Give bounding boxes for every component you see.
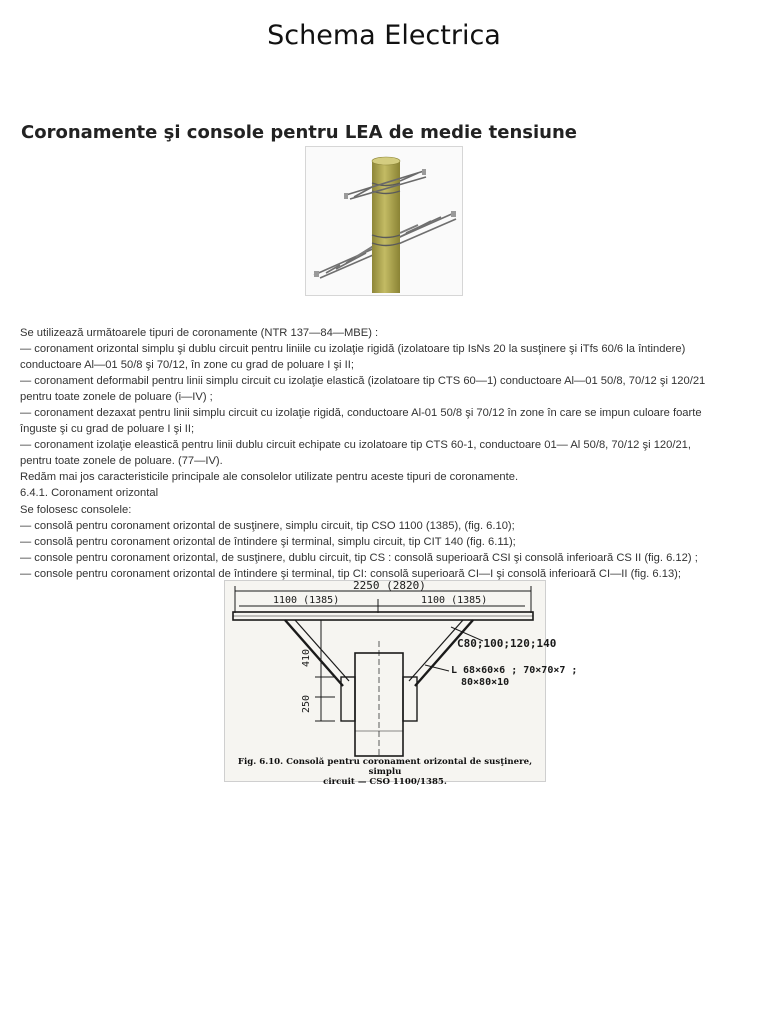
dim-410-label: 410 [301, 648, 312, 667]
article-body [20, 325, 748, 582]
hero-image [305, 146, 463, 296]
article-title: Coronamente şi console pentru LEA de medie tensiune [21, 122, 577, 143]
angle-label-2: 80×80×10 [461, 677, 510, 688]
paragraph: — coronament dezaxat pentru linii simplu circuit cu izolaţie rigidă, conductoare Al-01 50/8 şi 70/12 în zone în care se impun culoare foarte [20, 407, 702, 420]
paragraph: înguste şi cu grad de poluare I şi II; [20, 423, 195, 436]
paragraph: — coronament orizontal simplu şi dublu circuit pentru liniile cu izolaţie rigidă (izolatoare tip IsNs 20 la susţinere şi iTfs 60/6 la întindere) [20, 343, 686, 356]
paragraph: — coronament deformabil pentru linii simplu circuit cu izolaţie elastică (izolatoare tip CTS 60—1) conductoare Al—01 50/8, 70/12 şi 120/21 [20, 375, 706, 388]
console-drawing [224, 579, 578, 787]
paragraph: Se folosesc consolele: [20, 503, 132, 516]
dim-250-label: 250 [301, 694, 312, 713]
paragraph: pentru toate zonele de poluare. (77—IV). [20, 455, 223, 468]
paragraph: — consolă pentru coronament orizontal de întindere şi terminal, simplu circuit, tip CIT 140 (fig. 6.11); [20, 535, 516, 548]
dim-left-label: 1100 (1385) [273, 595, 340, 606]
caption-line-1: Fig. 6.10. Consolă pentru coronament orizontal de susţinere, simplu [237, 757, 533, 777]
angle-label-1: L 68×60×6 ; 70×70×7 ; [451, 665, 578, 676]
paragraph: — consolă pentru coronament orizontal de susţinere, simplu circuit, tip CSO 1100 (1385), (fig. 6.10); [20, 519, 515, 532]
figure-caption [225, 757, 545, 787]
section-heading: 6.4.1. Coronament orizontal [20, 487, 159, 500]
caption-line-2: circuit — CSO 1100/1385. [323, 777, 447, 787]
site-title[interactable]: Schema Electrica [267, 20, 501, 51]
paragraph: pentru toate zonele de poluare (i—IV) ; [20, 391, 213, 404]
dim-right-label: 1100 (1385) [421, 595, 488, 606]
dim-total-label: 2250 (2820) [353, 579, 426, 592]
paragraph: — coronament izolaţie eleastică pentru linii dublu circuit echipate cu izolatoare tip CTS 60-1, conductoare 01— Al 50/8, 70/12 şi 120/21, [20, 439, 692, 452]
paragraph: conductoare Al—01 50/8 şi 70/12, în zone cu grad de poluare I şi II; [20, 359, 354, 372]
paragraph: — console pentru coronament orizontal, de susţinere, dublu circuit, tip CS : consolă superioară CSI şi consolă inferioară CS II (fig. 6.12) ; [20, 551, 698, 564]
paragraph: — console pentru coronament orizontal de întindere şi terminal, tip CI: consolă superioară CI—I şi consolă inferioară CI—II (fig. 6.13); [20, 567, 681, 580]
paragraph: Redăm mai jos caracteristicile principale ale consolelor utilizate pentru aceste tipuri de coronamente. [20, 471, 519, 484]
profile-label: C80;100;120;140 [457, 637, 557, 650]
paragraph: Se utilizează următoarele tipuri de coronamente (NTR 137—84—MBE) : [20, 327, 379, 339]
